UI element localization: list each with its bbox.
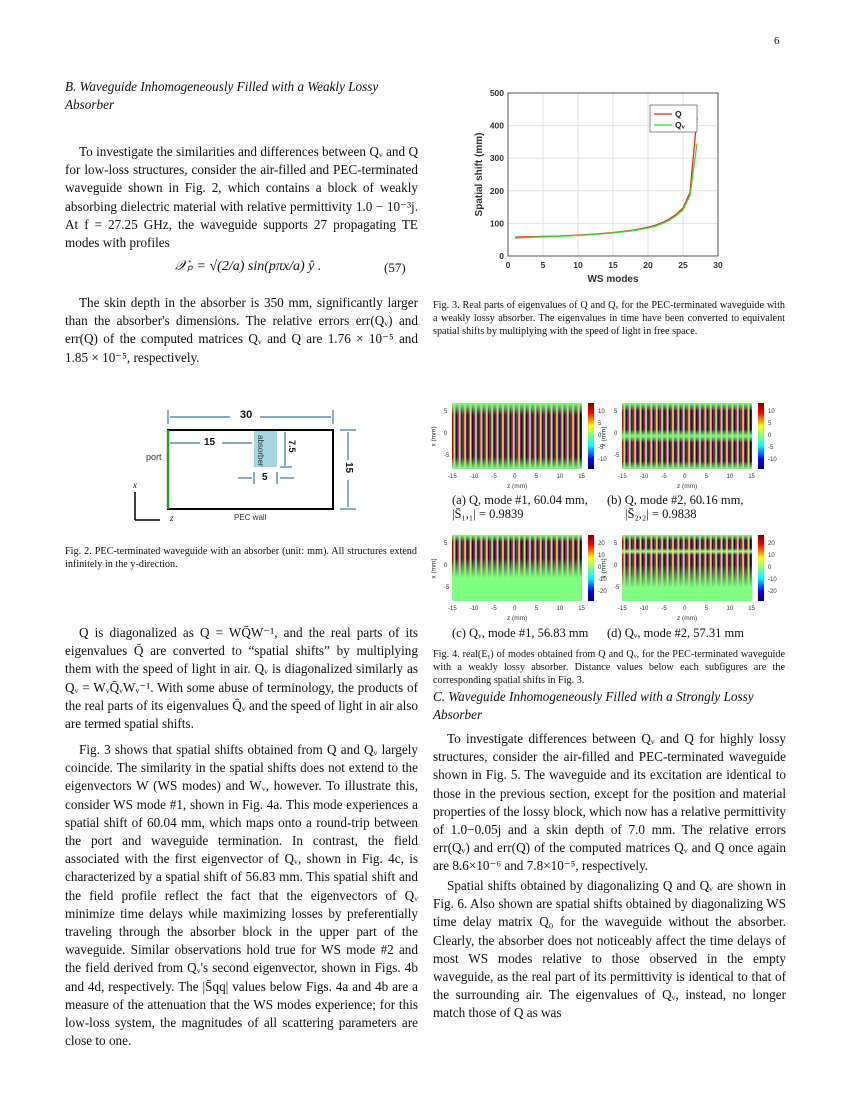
x-tick: -15 <box>448 474 457 480</box>
section-heading-b: B. Waveguide Inhomogeneously Filled with a Weakly Lossy Absorber <box>65 79 379 112</box>
subcaption-d: (d) Qᵥ, mode #2, 57.31 mm <box>607 626 744 640</box>
x-axis-label: WS modes <box>587 274 639 285</box>
figure-4-caption: Fig. 4. real(Eᵧ) of modes obtained from Q and Qᵥ, for the PEC-terminated waveguide with a weakly lossy absorber. Distance values below each subfigures are the corresponding spatial shifts in Fig. 3. <box>433 649 785 686</box>
figure-4 <box>420 395 800 645</box>
field-map-a <box>452 403 582 469</box>
colorbar-tick: 10 <box>598 553 605 559</box>
equation-number: (57) <box>384 260 406 275</box>
x-axis-label: z (mm) <box>507 615 528 622</box>
x-tick: 15 <box>748 474 755 480</box>
colorbar-tick: 20 <box>768 541 775 547</box>
colorbar-tick: 0 <box>598 565 602 571</box>
page-number: 6 <box>774 35 780 47</box>
colorbar-d <box>758 535 764 601</box>
colorbar-b <box>758 403 764 469</box>
pec-wall-label: PEC wall <box>234 513 267 522</box>
x-axis-label: z (mm) <box>507 483 528 490</box>
x-tick: 0 <box>513 474 517 480</box>
x-tick: -5 <box>661 606 667 612</box>
x-tick: 5 <box>534 474 539 480</box>
x-tick: -10 <box>639 474 649 480</box>
y-axis-label: x (mm) <box>430 426 438 447</box>
figure-2-caption: Fig. 2. PEC-terminated waveguide with an absorber (unit: mm). All structures extend infinitely in the y-direction. <box>65 546 417 570</box>
colorbar-tick: -20 <box>768 589 777 595</box>
colorbar-tick: 10 <box>768 409 775 415</box>
y-tick-label: 100 <box>489 218 504 229</box>
dim-offset-label: 15 <box>204 437 216 448</box>
paragraph-text: To investigate differences between Qᵥ and Q for highly lossy structures, consider the air-filled and PEC-terminated waveguide shown in Fig. 5. The waveguide and its excitation are identical to those in the previous section, except for the position and material properties of the lossy block, which now has a relative permittivity of 1.0−0.05j and a skin depth of 7.0 mm. The relative errors err(Qᵥ) and err(Q) of the computed matrices Qᵥ and Q once again are 8.6×10⁻⁶ and 7.8×10⁻⁵, respectively. <box>433 731 786 874</box>
legend <box>650 105 697 132</box>
x-axis-label: z (mm) <box>677 483 698 490</box>
colorbar-tick: -10 <box>598 577 607 583</box>
axis-z-label: z <box>170 513 174 523</box>
colorbar-tick: 0 <box>768 433 772 439</box>
y-tick-label: 0 <box>499 251 504 261</box>
y-tick: 5 <box>614 541 618 547</box>
field-map-b <box>622 403 752 469</box>
x-tick: 15 <box>748 606 755 612</box>
y-axis-label: Spatial shift (mm) <box>474 132 485 217</box>
figure-3-chart <box>460 85 740 290</box>
x-tick: 10 <box>556 606 564 612</box>
paragraph <box>65 741 418 1050</box>
subcaption-a-line2: |S̄₁,₁| = 0.9839 <box>452 507 524 521</box>
x-tick-label: 20 <box>643 260 653 270</box>
y-tick: -5 <box>614 453 620 459</box>
x-tick: -10 <box>639 606 649 612</box>
y-tick-label: 400 <box>489 120 504 131</box>
x-tick: -15 <box>448 606 457 612</box>
paragraph <box>433 730 786 876</box>
y-axis-label: x (mm) <box>430 558 438 579</box>
y-tick-label: 300 <box>489 153 504 164</box>
colorbar-tick: 0 <box>768 565 772 571</box>
x-tick: 15 <box>578 606 585 612</box>
colorbar-tick: -10 <box>768 457 777 463</box>
y-tick: -5 <box>444 585 450 591</box>
x-tick: 5 <box>704 606 709 612</box>
figure-2-diagram <box>120 400 370 530</box>
legend-label: Qᵥ <box>675 120 685 130</box>
x-tick: 0 <box>513 606 517 612</box>
colorbar-tick: 20 <box>598 541 605 547</box>
colorbar-tick: -5 <box>598 445 604 451</box>
colorbar-tick: -10 <box>768 577 777 583</box>
paragraph-text: To investigate the similarities and differences between Qᵥ and Q for low-loss structures, consider the air-filled and PEC-terminated waveguide shown in Fig. 2, which contains a block of weakly absorbing dielectric material with relative permittivity 1.0 − 10⁻³j. At f = 27.25 GHz, the waveguide supports 27 propagating TE modes with profiles <box>65 144 418 251</box>
paragraph-text: The skin depth in the absorber is 350 mm, significantly larger than the absorber's dimensions. The relative errors err(Qᵥ) and err(Q) of the computed matrices Qᵥ and Q are 1.76 × 10⁻⁵ and 1.85 × 10⁻⁵, respectively. <box>65 295 418 365</box>
y-tick: -5 <box>614 585 620 591</box>
x-tick-label: 15 <box>608 260 618 270</box>
x-tick: 5 <box>534 606 539 612</box>
colorbar-tick: 0 <box>598 433 602 439</box>
port-label: port <box>146 452 162 462</box>
x-tick: -15 <box>618 606 627 612</box>
y-tick: 5 <box>444 409 448 415</box>
y-axis-label: x (mm) <box>600 426 608 447</box>
dim-depth-label: 7.5 <box>287 440 297 453</box>
x-tick: -15 <box>618 474 627 480</box>
x-tick: 15 <box>578 474 585 480</box>
subcaption-b-line2: |S̄₂,₂| = 0.9838 <box>625 507 697 521</box>
equation: 𝒳ₚ = √(2/a) sin(pπx/a) ŷ . <box>175 259 322 274</box>
subcaption-a: (a) Q, mode #1, 60.04 mm, <box>452 493 588 507</box>
subcaption-c: (c) Qᵥ, mode #1, 56.83 mm <box>452 626 589 640</box>
x-tick: -10 <box>469 606 479 612</box>
x-tick: 0 <box>683 474 687 480</box>
y-tick: 5 <box>444 541 448 547</box>
dim-width-label: 30 <box>240 409 253 421</box>
colorbar-c <box>588 535 594 601</box>
colorbar-tick: 10 <box>768 553 775 559</box>
section-heading-c: C. Waveguide Inhomogeneously Filled with a Strongly Lossy Absorber <box>433 689 754 722</box>
paragraph-text: Spatial shifts obtained by diagonalizing Q and Qᵥ are shown in Fig. 6. Also shown are spatial shifts obtained by diagonalizing WS time delay matrix Q₀ for the waveguide without the absorber. Clearly, the absorber does not noticeably affect the time delays of most WS modes relative to those observed in the empty waveguide, as the real part of its permittivity is identical to that of the surrounding air. The eigenvalues of Qᵥ, instead, no longer match those of Q as was <box>433 878 786 1021</box>
paragraph-text: Q is diagonalized as Q = WQ̄W⁻¹, and the real parts of its eigenvalues Q̄ are converted to “spatial shifts” by multiplying them with the speed of light in air. Qᵥ is diagonalized similarly as Qᵥ = WᵥQ̄ᵥWᵥ⁻¹. With some abuse of terminology, the products of the real parts of its eigenvalues Q̄ᵥ and the speed of light in air also are termed spatial shifts. <box>65 625 418 732</box>
subcaption-b: (b) Q, mode #2, 60.16 mm, <box>607 493 744 507</box>
x-tick: -5 <box>491 474 497 480</box>
y-tick: 0 <box>614 431 618 437</box>
absorber-label: absorber <box>256 435 265 467</box>
x-axis-label: z (mm) <box>677 615 698 622</box>
field-map-d <box>622 535 752 601</box>
colorbar-tick: 5 <box>768 421 772 427</box>
x-tick: 10 <box>726 474 734 480</box>
x-tick-label: 5 <box>540 260 546 270</box>
colorbar-tick: -5 <box>768 445 774 451</box>
dim-block-label: 5 <box>262 472 268 483</box>
x-tick: 5 <box>704 474 709 480</box>
x-tick-label: 0 <box>505 260 511 270</box>
colorbar-tick: 10 <box>598 409 605 415</box>
figure-3-caption: Fig. 3. Real parts of eigenvalues of Q and Qᵥ for the PEC-terminated waveguide with a weakly lossy absorber. The eigenvalues in time have been converted to equivalent spatial shifts by multiplying with the speed of light in free space. <box>433 300 785 337</box>
axis-x-label: x <box>133 480 137 490</box>
y-tick-label: 500 <box>489 88 504 98</box>
y-tick-label: 200 <box>489 185 504 196</box>
y-tick: 0 <box>444 431 448 437</box>
colorbar-tick: 5 <box>598 421 602 427</box>
x-tick: -10 <box>469 474 479 480</box>
y-tick: -5 <box>444 453 450 459</box>
x-tick: 0 <box>683 606 687 612</box>
paragraph <box>65 624 418 733</box>
colorbar-tick: -10 <box>598 457 607 463</box>
field-map-c <box>452 535 582 601</box>
y-axis-label: x (mm) <box>600 558 608 579</box>
x-tick: 10 <box>556 474 564 480</box>
x-tick-label: 30 <box>713 260 723 270</box>
x-tick-label: 10 <box>573 260 583 270</box>
x-tick: -5 <box>661 474 667 480</box>
paragraph <box>65 143 418 252</box>
paragraph <box>65 294 418 367</box>
dim-height-label: 15 <box>343 462 354 474</box>
legend-label: Q <box>675 109 682 119</box>
colorbar-a <box>588 403 594 469</box>
x-tick: 10 <box>726 606 734 612</box>
y-tick: 0 <box>444 563 448 569</box>
colorbar-tick: -20 <box>598 589 607 595</box>
x-tick-label: 25 <box>678 260 688 270</box>
paragraph <box>433 877 786 1023</box>
y-tick: 0 <box>614 563 618 569</box>
paragraph-text: Fig. 3 shows that spatial shifts obtained from Q and Qᵥ largely coincide. The similarity in the spatial shifts does not extend to the eigenvectors W (WS modes) and Wᵥ, however. To illustrate this, consider WS mode #1, shown in Fig. 4a. This mode experiences a spatial shift of 60.04 mm, which maps onto a round-trip between the port and waveguide termination. In contrast, the field associated with the first eigenvector of Qᵥ, shown in Fig. 4c, is characterized by a spatial shift of 56.83 mm. This spatial shift and the field profile reflect the fact that the eigenvectors of Qᵥ minimize time delays while maximizing losses by preferentially traveling through the absorber block in the upper part of the waveguide. Similar observations hold true for WS mode #2 and the field derived from Qᵥ's second eigenvector, shown in Figs. 4b and 4d, respectively. The |S̄qq| values below Figs. 4a and 4b are a measure of the attenuation that the WS modes experience; for this low-loss system, the magnitudes of all scattering parameters are close to one. <box>65 742 418 1049</box>
y-tick: 5 <box>614 409 618 415</box>
x-tick: -5 <box>491 606 497 612</box>
